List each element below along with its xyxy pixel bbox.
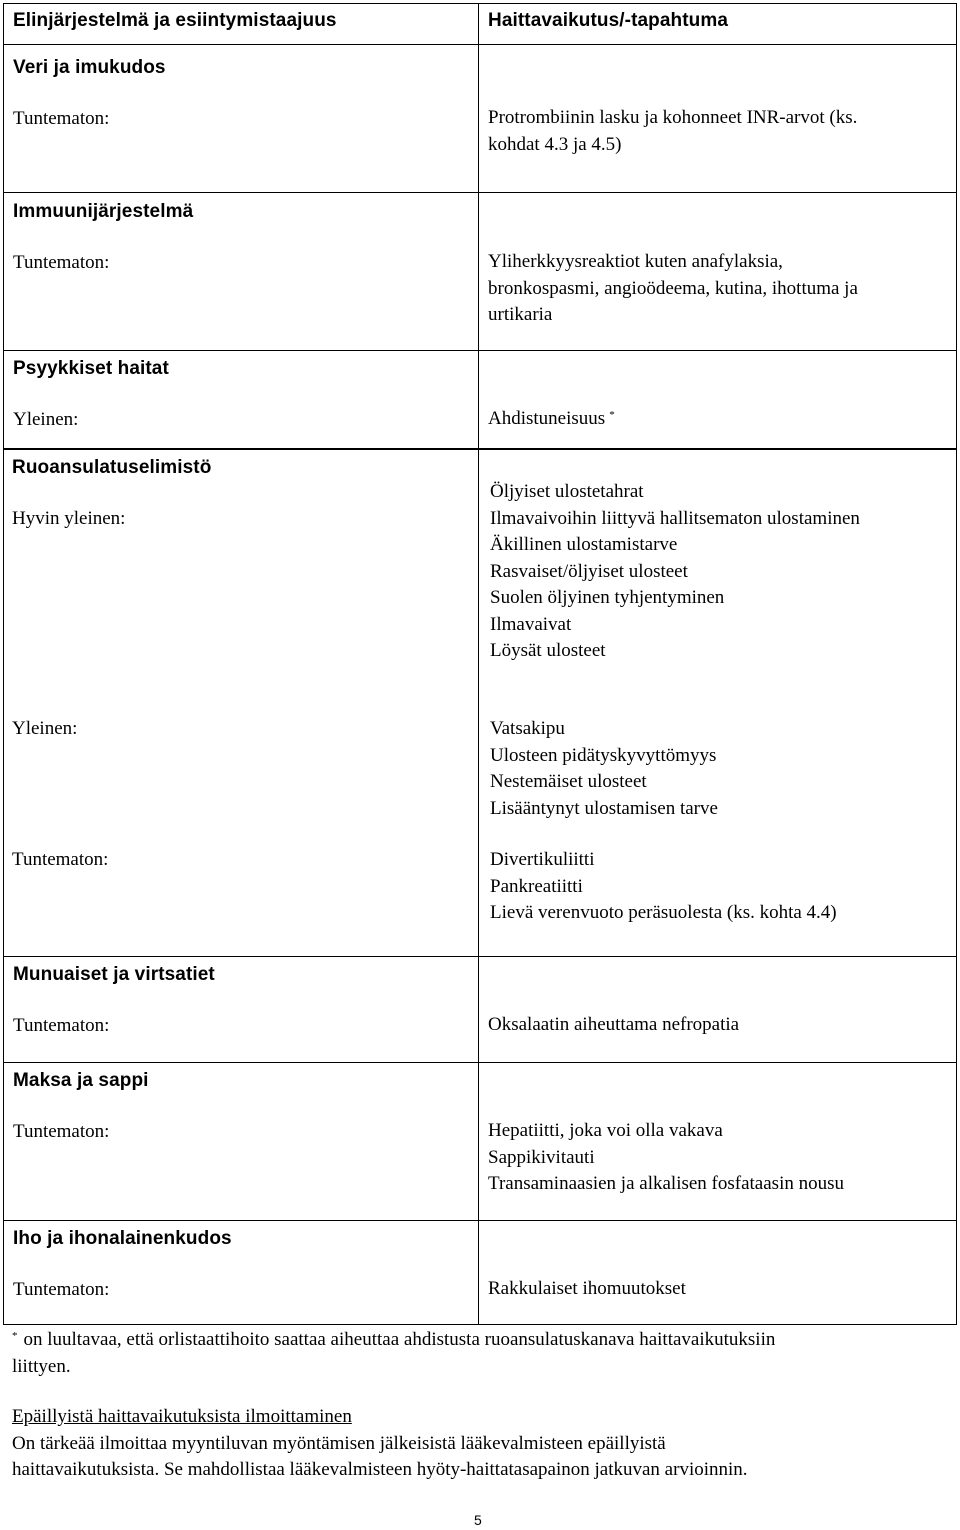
effect-line: Ilmavaivat [490,613,572,635]
effect-line: Sappikivitauti [488,1146,595,1168]
effect-line: Rasvaiset/öljyiset ulosteet [490,560,688,582]
frequency-label: Tuntematon: [13,1278,110,1300]
table-row-veri [4,44,956,192]
effect-line: Öljyiset ulostetahrat [490,481,644,502]
effect-line: Äkillinen ulostamistarve [490,534,678,555]
table-row-iho [4,1220,956,1324]
section-title-immuuni: Immuunijärjestelmä [13,201,194,222]
effect-line: Protrombiinin lasku ja kohonneet INR-arvot (ks. [488,107,858,128]
ruoan-effects-1 [490,479,860,665]
section-title-iho: Iho ja ihonalainenkudos [13,1228,232,1249]
ruoan-left [12,455,211,532]
ruoan-effects-2 [490,716,718,822]
frequency-label: Tuntematon: [12,849,109,870]
frequency-label: Yleinen: [13,408,79,430]
effect-line: Lievä verenvuoto peräsuolesta (ks. kohta 4.4) [490,902,837,923]
effect-line: Transaminaasien ja alkalisen fosfataasin nousu [488,1173,844,1194]
ruoan-freq-2 [12,716,77,743]
frequency-label: Yleinen: [12,718,78,739]
effect-line [488,406,956,433]
header-organ-system: Elinjärjestelmä ja esiintymistaajuus [13,10,337,31]
effect-line: Pankreatiitti [490,875,583,897]
frequency-label: Tuntematon: [13,251,110,273]
effect-line: Löysät ulosteet [490,640,606,661]
table-row-munuaiset [4,956,956,1062]
section-title-munuaiset: Munuaiset ja virtsatiet [13,964,215,985]
effect-line: Nestemäiset ulosteet [490,771,647,792]
footnote-marker: * [609,409,615,421]
effect-line: Vatsakipu [490,718,565,739]
table-row-immuuni [4,192,956,350]
table-header-row [4,4,956,44]
frequency-label: Hyvin yleinen: [12,507,126,529]
frequency-label: Tuntematon: [13,1014,110,1036]
effect-line: Ilmavaivoihin liittyvä hallitsematon ulostaminen [490,507,860,529]
section-title-veri: Veri ja imukudos [13,57,166,78]
page-number: 5 [474,1512,482,1528]
footnote-text: on luultavaa, että orlistaattihoito saattaa aiheuttaa ahdistusta ruoansulatuskanava haittavaikutuksiin [23,1329,776,1350]
ruoan-effects-3 [490,847,837,927]
footnote [12,1327,775,1380]
frequency-label: Tuntematon: [13,1120,110,1142]
effect-ahdistuneisuus: Ahdistuneisuus [488,408,606,429]
footnote-marker: * [12,1330,18,1342]
table-row-maksa [4,1062,956,1220]
effect-line: Oksalaatin aiheuttama nefropatia [488,1014,740,1035]
reporting-heading: Epäillyistä haittavaikutuksista ilmoittaminen [12,1406,352,1427]
reporting-text: On tärkeää ilmoittaa myyntiluvan myöntämisen jälkeisistä lääkevalmisteen epäillyistä [12,1432,666,1454]
reporting-section [12,1404,748,1484]
effect-line: Divertikuliitti [490,849,595,870]
effect-line: Ulosteen pidätyskyvyttömyys [490,744,717,766]
row-divider [3,448,957,450]
header-adverse-effect: Haittavaikutus/-tapahtuma [488,10,729,31]
effect-line: kohdat 4.3 ja 4.5) [488,133,622,155]
frequency-label: Tuntematon: [13,107,110,129]
effect-line: bronkospasmi, angioödeema, kutina, ihottuma ja [488,277,858,299]
effect-line: Lisääntynyt ulostamisen tarve [490,797,718,819]
reporting-text: haittavaikutuksista. Se mahdollistaa lääkevalmisteen hyöty-haittatasapainon jatkuvan arvioinnin. [12,1459,748,1480]
effect-line: Suolen öljyinen tyhjentyminen [490,587,725,608]
effect-line: Hepatiitti, joka voi olla vakava [488,1120,723,1141]
section-title-maksa: Maksa ja sappi [13,1070,149,1091]
effect-line: Rakkulaiset ihomuutokset [488,1278,686,1299]
effect-line: urtikaria [488,304,553,325]
footnote-text-cont: liittyen. [12,1355,71,1377]
section-title-ruoan: Ruoansulatuselimistö [12,457,212,478]
section-title-psyyk: Psyykkiset haitat [13,358,169,379]
ruoan-freq-3 [12,847,108,874]
effect-line: Yliherkkyysreaktiot kuten anafylaksia, [488,251,783,272]
